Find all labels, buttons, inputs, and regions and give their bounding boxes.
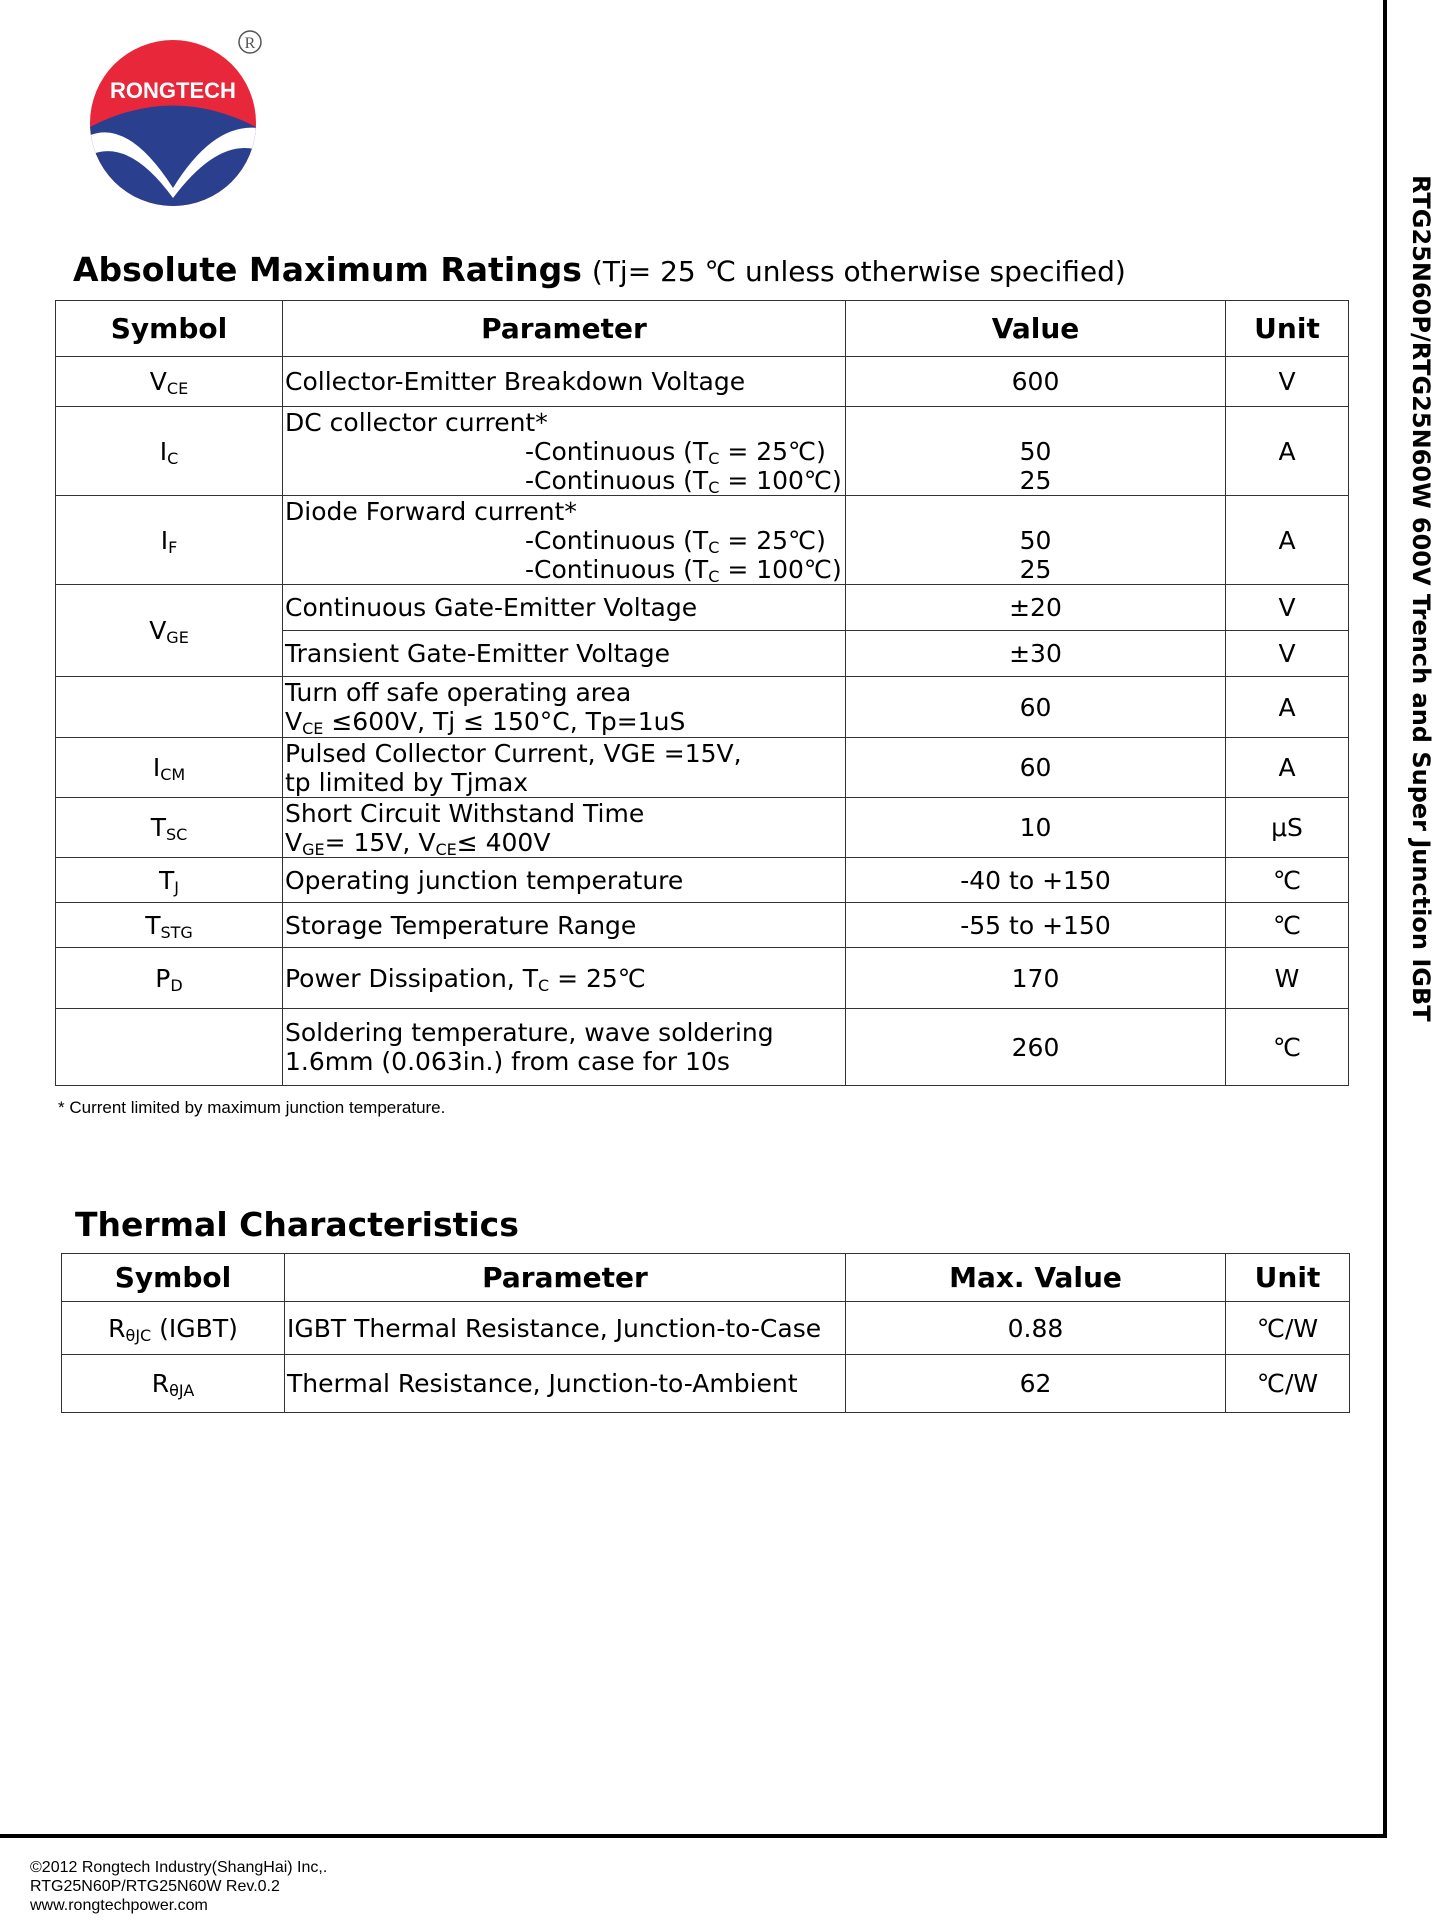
table-row: [62, 1355, 1350, 1413]
table-row: [56, 948, 1349, 1009]
symbol-cell: $I_{CM}$: [56, 738, 283, 798]
parameter-cell: Operating junction temperature: [283, 858, 846, 903]
unit-cell: ℃/W: [1226, 1302, 1350, 1355]
symbol-cell: $R_{\theta JC}$ (IGBT): [62, 1302, 285, 1355]
header-unit: Unit: [1226, 301, 1349, 357]
value-cell: 50 25: [846, 407, 1226, 496]
value-cell: 60: [846, 738, 1226, 798]
value-cell: 60: [846, 677, 1226, 738]
value-cell: 600: [846, 357, 1226, 407]
table-row: [56, 738, 1349, 798]
unit-cell: V: [1226, 357, 1349, 407]
value-cell: -40 to +150: [846, 858, 1226, 903]
svg-text:R: R: [244, 35, 256, 52]
table-row: [56, 798, 1349, 858]
table-row: [56, 1009, 1349, 1086]
table-row: [56, 357, 1349, 407]
unit-cell: A: [1226, 738, 1349, 798]
amr-condition-note: (Tj= 25 ℃ unless otherwise specified): [591, 255, 1126, 288]
value-cell: ±30: [846, 631, 1226, 677]
parameter-cell: Thermal Resistance, Junction-to-Ambient: [285, 1355, 846, 1413]
parameter-cell: Diode Forward current* -Continuous ($T_C$ = 25℃) -Continuous ($T_C$ = 100℃): [283, 496, 846, 585]
value-cell: 62: [846, 1355, 1226, 1413]
logo-wordmark: RONGTECH: [110, 78, 236, 103]
header-max-value: Max. Value: [846, 1254, 1226, 1302]
table-row: [56, 585, 1349, 631]
parameter-cell: Collector-Emitter Breakdown Voltage: [283, 357, 846, 407]
unit-cell: ℃: [1226, 1009, 1349, 1086]
unit-cell: V: [1226, 631, 1349, 677]
header-parameter: Parameter: [285, 1254, 846, 1302]
parameter-cell: Power Dissipation, $T_C$ = 25℃: [283, 948, 846, 1009]
parameter-cell: Short Circuit Withstand Time $V_{GE}= 15V$, $V_{CE}\le 400V$: [283, 798, 846, 858]
parameter-cell: IGBT Thermal Resistance, Junction-to-Case: [285, 1302, 846, 1355]
footnote: * Current limited by maximum junction temperature.: [58, 1098, 446, 1117]
unit-cell: W: [1226, 948, 1349, 1009]
unit-cell: V: [1226, 585, 1349, 631]
thermal-title: Thermal Characteristics: [75, 1205, 519, 1244]
parameter-cell: Transient Gate-Emitter Voltage: [283, 631, 846, 677]
value-cell: 260: [846, 1009, 1226, 1086]
table-row: [56, 407, 1349, 496]
unit-cell: ℃: [1226, 903, 1349, 948]
parameter-cell: DC collector current* -Continuous ($T_C$ = 25℃) -Continuous ($T_C$ = 100℃): [283, 407, 846, 496]
value-cell: -55 to +150: [846, 903, 1226, 948]
table-row: [56, 858, 1349, 903]
table-header-row: [62, 1254, 1350, 1302]
header-parameter: Parameter: [283, 301, 846, 357]
footer-revision: RTG25N60P/RTG25N60W Rev.0.2: [30, 1878, 280, 1895]
header-value: Value: [846, 301, 1226, 357]
parameter-cell: Storage Temperature Range: [283, 903, 846, 948]
header-symbol: Symbol: [56, 301, 283, 357]
symbol-cell: $P_D$: [56, 948, 283, 1009]
unit-cell: A: [1226, 677, 1349, 738]
absolute-maximum-ratings-table: [55, 300, 1349, 1086]
unit-cell: ℃: [1226, 858, 1349, 903]
unit-cell: μS: [1226, 798, 1349, 858]
symbol-cell: [56, 677, 283, 738]
table-row: [56, 496, 1349, 585]
value-cell: ±20: [846, 585, 1226, 631]
parameter-cell: Pulsed Collector Current, VGE =15V, tp limited by Tjmax: [283, 738, 846, 798]
unit-cell: A: [1226, 407, 1349, 496]
symbol-cell: $I_F$: [56, 496, 283, 585]
value-cell: 0.88: [846, 1302, 1226, 1355]
symbol-cell: $T_{SC}$: [56, 798, 283, 858]
value-cell: 50 25: [846, 496, 1226, 585]
parameter-cell: Continuous Gate-Emitter Voltage: [283, 585, 846, 631]
rongtech-logo: [88, 28, 278, 208]
parameter-cell: Soldering temperature, wave soldering 1.6mm (0.063in.) from case for 10s: [283, 1009, 846, 1086]
page-footer: [30, 1858, 327, 1915]
symbol-cell: $R_{\theta JA}$: [62, 1355, 285, 1413]
symbol-cell: $T_J$: [56, 858, 283, 903]
side-title: RTG25N60P/RTG25N60W 600V Trench and Super Junction IGBT: [1407, 175, 1435, 1022]
table-header-row: [56, 301, 1349, 357]
amr-title: Absolute Maximum Ratings (Tj= 25 ℃ unless otherwise specified): [73, 250, 1126, 289]
footer-website: www.rongtechpower.com: [30, 1897, 208, 1914]
parameter-cell: Turn off safe operating area $V_{CE} \le 600V$, Tj ≤ 150°C, Tp=1uS: [283, 677, 846, 738]
value-cell: 170: [846, 948, 1226, 1009]
footer-copyright: ©2012 Rongtech Industry(ShangHai) Inc,.: [30, 1859, 328, 1876]
header-unit: Unit: [1226, 1254, 1350, 1302]
unit-cell: ℃/W: [1226, 1355, 1350, 1413]
symbol-cell: $T_{STG}$: [56, 903, 283, 948]
symbol-cell: $V_{CE}$: [56, 357, 283, 407]
symbol-cell: $I_C$: [56, 407, 283, 496]
table-row: [62, 1302, 1350, 1355]
table-row: [56, 677, 1349, 738]
symbol-cell: [56, 1009, 283, 1086]
header-symbol: Symbol: [62, 1254, 285, 1302]
table-row: [56, 903, 1349, 948]
symbol-cell: $V_{GE}$: [56, 585, 283, 677]
value-cell: 10: [846, 798, 1226, 858]
unit-cell: A: [1226, 496, 1349, 585]
thermal-characteristics-table: [61, 1253, 1350, 1413]
